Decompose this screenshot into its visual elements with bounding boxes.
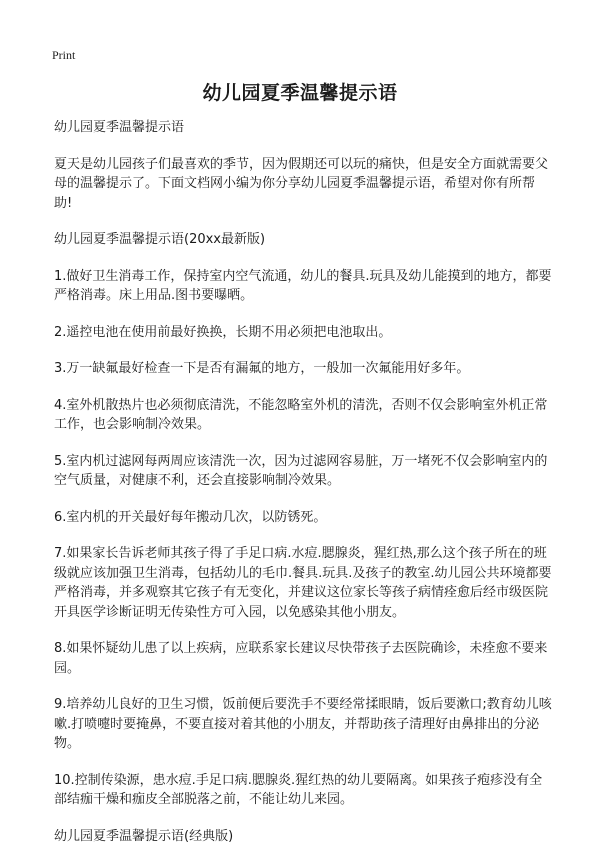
- section-heading-classic: 幼儿园夏季温馨提示语(经典版): [54, 828, 234, 844]
- list-item: 3.万一缺氟最好检查一下是否有漏氟的地方，一般加一次氟能用好多年。: [54, 361, 470, 376]
- list-item: 7.如果家长告诉老师其孩子得了手足口病.水痘.腮腺炎，猩红热,那么这个孩子所在的班级就应该加强卫生消毒，包括幼儿的毛巾.餐具.玩具.及孩子的教室.幼儿园公共环境都要严格消毒，并多观察其它孩子有无变化，并建议这位家长等孩子病情痊愈后经市级医院开具医学诊断证明无传染性方可入园，以免感染其他小朋友。: [54, 546, 552, 620]
- intro-paragraph: 夏天是幼儿园孩子们最喜欢的季节，因为假期还可以玩的痛快，但是安全方面就需要父母的温馨提示了。下面文档网小编为你分享幼儿园夏季温馨提示语，希望对你有所帮助!: [54, 156, 549, 211]
- list-item: 10.控制传染源，患水痘.手足口病.腮腺炎.猩红热的幼儿要隔离。如果孩子疱疹没有全部结痂干燥和痂皮全部脱落之前，不能让幼儿来园。: [54, 772, 543, 807]
- print-link[interactable]: Print: [52, 48, 76, 62]
- page-title: 幼儿园夏季温馨提示语: [202, 82, 398, 104]
- list-item: 4.室外机散热片也必须彻底清洗，不能忽略室外机的清洗，否则不仅会影响室外机正常工作，也会影响制冷效果。: [54, 397, 548, 432]
- document-body: [54, 118, 552, 863]
- list-item: 9.培养幼儿良好的卫生习惯，饭前便后要洗手不要经常揉眼睛，饭后要漱口;教育幼儿咳嗽.打喷嚏时要掩鼻，不要直接对着其他的小朋友，并帮助孩子清理好由鼻排出的分泌物。: [54, 697, 552, 751]
- list-item: 5.室内机过滤网每两周应该清洗一次，因为过滤网容易脏，万一堵死不仅会影响室内的空气质量，对健康不利，还会直接影响制冷效果。: [54, 453, 548, 488]
- list-item: 8.如果怀疑幼儿患了以上疾病，应联系家长建议尽快带孩子去医院确诊，未痊愈不要来园。: [54, 641, 548, 676]
- list-item: 2.遥控电池在使用前最好换换，长期不用必须把电池取出。: [54, 324, 392, 340]
- document-subtitle: 幼儿园夏季温馨提示语: [54, 120, 185, 135]
- list-item: 6.室内机的开关最好每年搬动几次，以防锈死。: [54, 509, 327, 525]
- list-item: 1.做好卫生消毒工作，保持室内空气流通，幼儿的餐具.玩具及幼儿能摸到的地方，都要严格消毒。床上用品.图书要曝晒。: [54, 268, 552, 303]
- section-heading-latest: 幼儿园夏季温馨提示语(20xx最新版): [54, 232, 266, 247]
